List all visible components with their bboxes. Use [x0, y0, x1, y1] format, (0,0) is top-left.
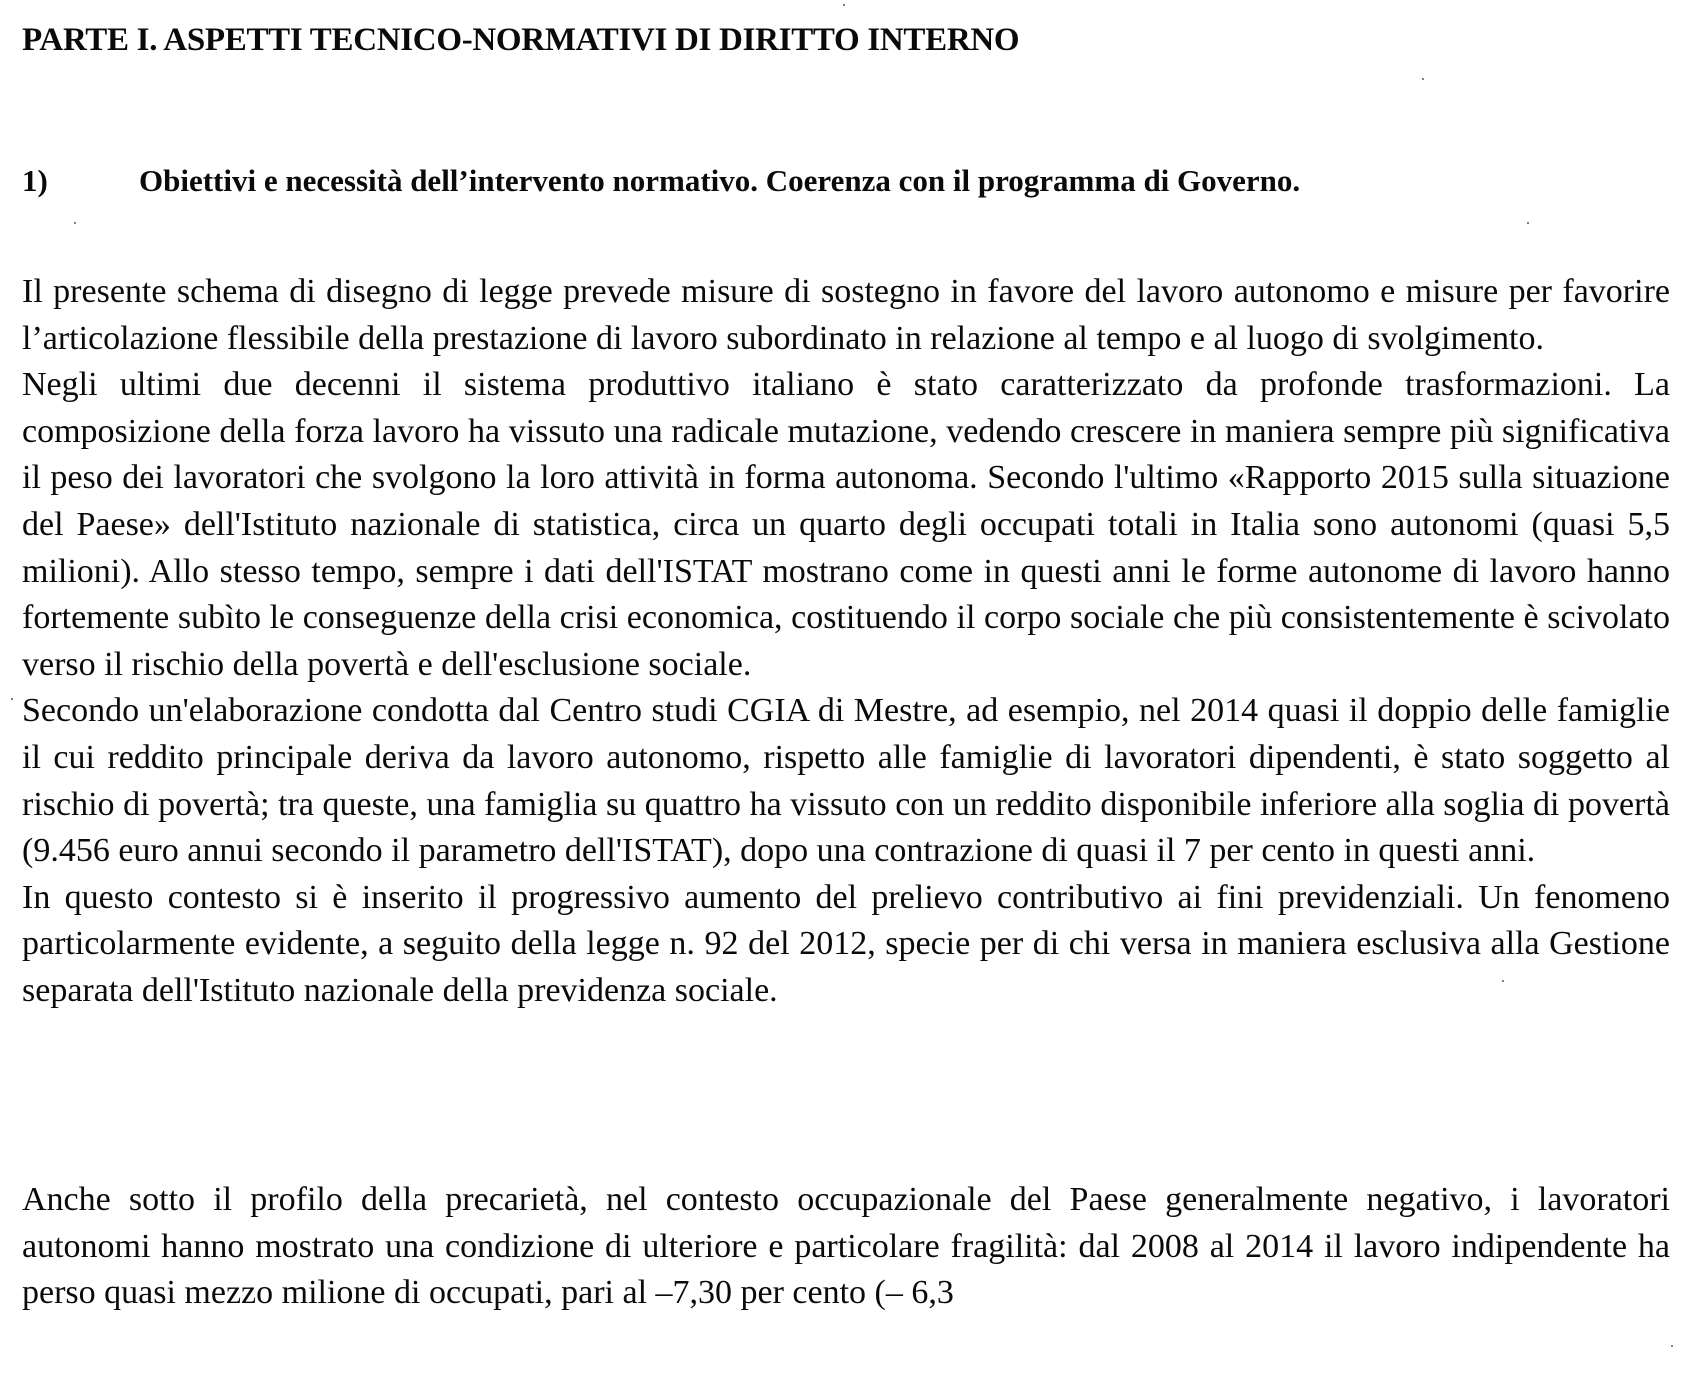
paragraph: Il presente schema di disegno di legge prevede misure di sostegno in favore del lavoro autonomo e misure per favorire l’articolazione flessibile della prestazione di lavoro subordinato in relazione al tempo e al luogo di svolgimento.: [22, 273, 1670, 357]
body-text-continued: [22, 1177, 1670, 1317]
scan-speck: [1527, 222, 1529, 224]
section-number: 1): [22, 163, 48, 198]
part-title: PARTE I. ASPETTI TECNICO-NORMATIVI DI DIRITTO INTERNO: [22, 22, 1020, 58]
paragraph: Secondo un'elaborazione condotta dal Centro studi CGIA di Mestre, ad esempio, nel 2014 quasi il doppio delle famiglie il cui reddito principale deriva da lavoro autonomo, rispetto alle famiglie di lavoratori dipendenti, è stato soggetto al rischio di povertà; tra queste, una famiglia su quattro ha vissuto con un reddito disponibile inferiore alla soglia di povertà (9.456 euro annui secondo il parametro dell'ISTAT), dopo una contrazione di quasi il 7 per cento in questi anni.: [22, 692, 1670, 870]
paragraph: In questo contesto si è inserito il progressivo aumento del prelievo contributivo ai fini previdenziali. Un fenomeno particolarmente evidente, a seguito della legge n. 92 del 2012, specie per di chi versa in maniera esclusiva alla Gestione separata dell'Istituto nazionale della previdenza sociale.: [22, 878, 1670, 1009]
paragraph: Anche sotto il profilo della precarietà, nel contesto occupazionale del Paese generalmente negativo, i lavoratori autonomi hanno mostrato una condizione di ulteriore e particolare fragilità: dal 2008 al 2014 il lavoro indipendente ha perso quasi mezzo milione di occupati, pari al –7,30 per cento (– 6,3: [22, 1181, 1670, 1312]
scan-speck: [1502, 980, 1504, 982]
scan-speck: [1671, 1345, 1673, 1347]
paragraph: Negli ultimi due decenni il sistema produttivo italiano è stato caratterizzato da profonde trasformazioni. La composizione della forza lavoro ha vissuto una radicale mutazione, vedendo crescere in maniera sempre più significativa il peso dei lavoratori che svolgono la loro attività in forma autonoma. Secondo l'ultimo «Rapporto 2015 sulla situazione del Paese» dell'Istituto nazionale di statistica, circa un quarto degli occupati totali in Italia sono autonomi (quasi 5,5 milioni). Allo stesso tempo, sempre i dati dell'ISTAT mostrano come in questi anni le forme autonome di lavoro hanno fortemente subìto le conseguenze della crisi economica, costituendo il corpo sociale che più consistentemente è scivolato verso il rischio della povertà e dell'esclusione sociale.: [22, 366, 1670, 683]
scan-speck: [843, 4, 845, 6]
scan-speck: [1422, 78, 1424, 80]
section-heading: [22, 163, 1672, 199]
scan-speck: [11, 698, 13, 700]
body-text: [22, 269, 1670, 1015]
section-title: Obiettivi e necessità dell’intervento normativo. Coerenza con il programma di Governo.: [139, 163, 1301, 198]
scan-speck: [74, 222, 76, 224]
